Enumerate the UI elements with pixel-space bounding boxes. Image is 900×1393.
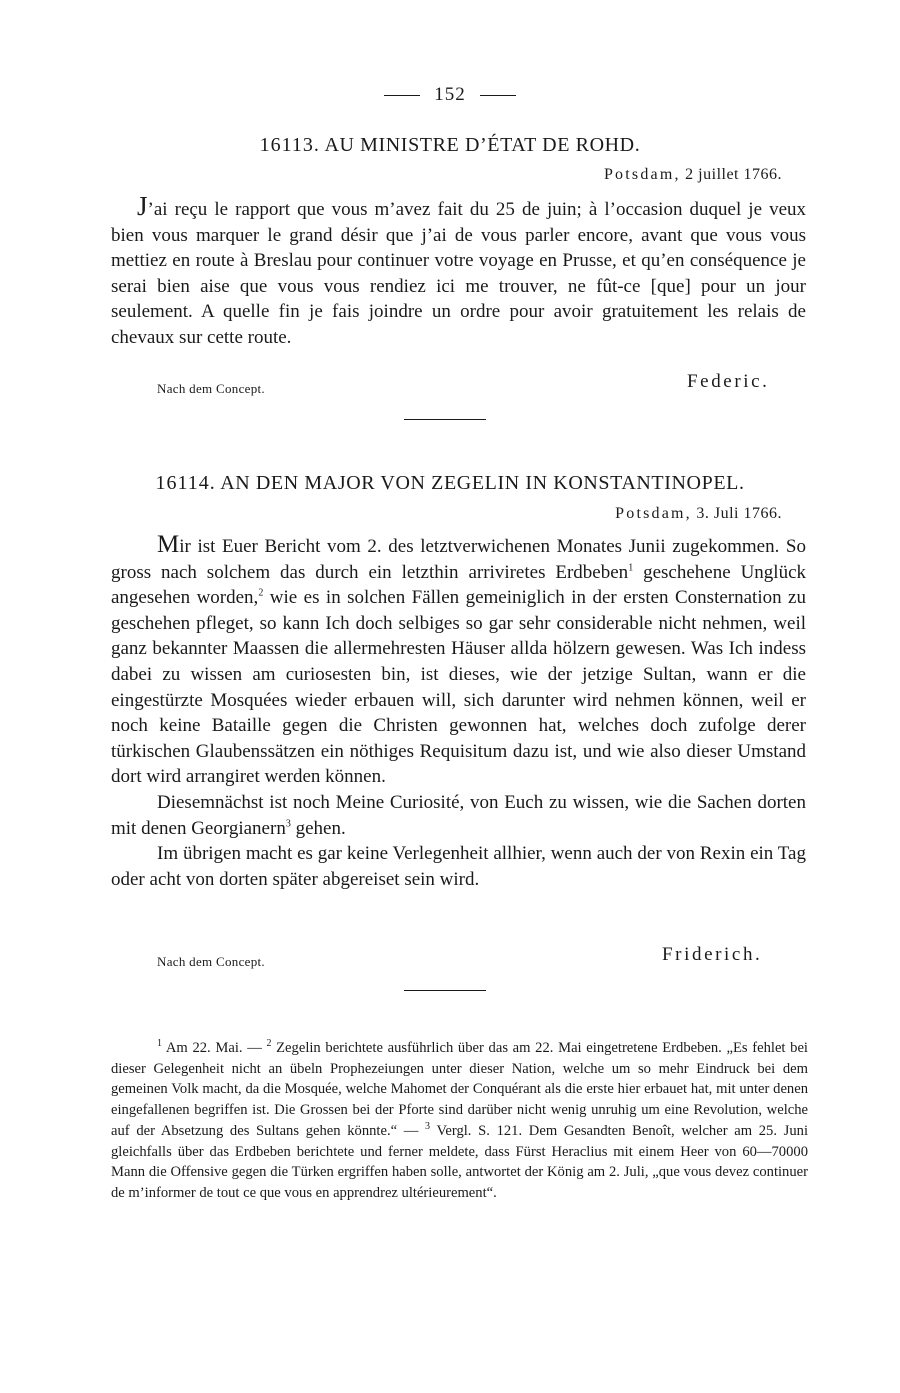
- footnotes-paragraph: [111, 1038, 808, 1204]
- letter2-number: 16114.: [155, 472, 216, 494]
- letter1-initial: J: [137, 191, 148, 221]
- letter2-dateline: [615, 505, 782, 523]
- letter1-source-note: Nach dem Concept.: [157, 381, 265, 396]
- letter2-body: [111, 532, 806, 892]
- letter2-p1-part-b: geschehene Unglück angesehen worden,: [111, 561, 807, 609]
- letter2-source-note: Nach dem Concept.: [157, 954, 265, 969]
- letter1-place: Potsdam,: [603, 166, 681, 183]
- letter2-initial: M: [157, 531, 180, 558]
- letter2-paragraph-1: [111, 532, 806, 790]
- letter1-signature: Federic.: [687, 371, 770, 392]
- page-number-dash-left: [384, 95, 420, 96]
- letter2-place: Potsdam,: [615, 505, 692, 522]
- letter2-date: 3. Juli 1766.: [696, 505, 782, 522]
- letter1-number: 16113.: [259, 134, 320, 156]
- footnote-ref-1: 1: [628, 562, 634, 574]
- section-divider-2: [404, 990, 486, 991]
- footnotes: [111, 1038, 808, 1204]
- letter2-paragraph-2: [111, 790, 806, 841]
- letter1-text: ’ai reçu le rapport que vous m’avez fait du 25 de juin; à l’occasion duquel je veux bien vous marquer le grand désir que j’ai de vous parler encore, avant que vous vous mettiez en route à Breslau pour continuer votre voyage en Prusse, et qu’en conséquence je serai bien aise que vous vous rendiez ici me trouver, ne fût-ce [que] pour un jour seulement. A quelle fin je fais joindre un ordre pour avoir gratuitement les relais de chevaux sur cette route.: [111, 199, 806, 348]
- letter2-title: AN DEN MAJOR VON ZEGELIN IN KONSTANTINOPEL.: [220, 472, 745, 494]
- letter2-paragraph-3: Im übrigen macht es gar keine Verlegenheit allhier, wenn auch der von Rexin ein Tag oder acht von dorten später abgereiset sein wird.: [111, 843, 806, 890]
- footnote-ref-3: 3: [285, 818, 291, 830]
- footnote-2-text: Zegelin berichtete ausführlich über das am 22. Mai eingetretene Erdbeben. „Es fehlet bei dieser Gelegenheit nicht an übeln Prophezeiungen unter dieser Nation, welche um so mehr Eindruck bei dem gemeinen Volk macht, da die Mosquée, welche Mahomet der Conquérant als die erste hier erbauet hat, mit unter denen eingefallenen begriffen ist. Die Grossen bei der Pforte sind darüber nicht wenig unruhig um eine Revolution, welche auf der Absetzung des Sultans gehen könnte.“ —: [111, 1040, 808, 1139]
- letter1-dateline: [604, 166, 782, 184]
- page-number-text: 152: [434, 84, 466, 105]
- page-number: [0, 84, 900, 106]
- section-divider-1: [404, 419, 486, 420]
- letter2-p1-part-c: wie es in solchen Fällen gemeiniglich in der ersten Consternation zu geschehen pfleget, so kann Ich doch selbiges so gar sehr considerable nicht nehmen, weil ganz bekannter Maassen die allermehresten Häuser allda hölzern gewesen. Was Ich indess dabei zu wissen am curiosesten bin, ist dieses, wie der jetzige Sultan, wann er die eingestürzte Mosquées wieder erbauen will, sich darunter wird nehmen können, weil er noch keine Bataille gegen die Christen gewonnen hat, welches doch zufolge derer türkischen Glaubenssätzen ein nöthiges Requisitum dazu ist, und wie also dieser Umstand dort wird arrangiret werden können.: [111, 587, 806, 788]
- footnote-3-text: Vergl. S. 121. Dem Gesandten Benoît, welcher am 25. Juni gleichfalls über das Erdbeben berichtete und ferner meldete, dass Fürst Heraclius mit einem Heer von 60—70000 Mann die Offensive gegen die Türken ergriffen haben solle, antwortet der König am 2. Juli, „que vous devez continuer de m’informer de tout ce que vous en apprendrez ultérieurement“.: [111, 1122, 808, 1201]
- letter2-signature: Friderich.: [662, 944, 763, 965]
- letter1-body: [111, 191, 806, 351]
- footnote-mark-3: 3: [425, 1120, 431, 1132]
- letter1-paragraph: [111, 191, 806, 351]
- letter2-p1-part-a: ir ist Euer Bericht vom 2. des letztverwichenen Monates Junii zugekommen. So gross nach solchem das durch ein letzthin arriviretes Erdbeben: [111, 536, 806, 583]
- letter2-p2-part-b: gehen.: [290, 817, 346, 839]
- footnote-1-text: Am 22. Mai. —: [162, 1040, 267, 1056]
- letter2-p2-part-a: Diesemnächst ist noch Meine Curiosité, von Euch zu wissen, wie die Sachen dorten mit denen Georgianern: [111, 791, 806, 839]
- page-number-dash-right: [480, 95, 516, 96]
- letter2-heading: [0, 472, 900, 495]
- footnote-mark-2: 2: [266, 1038, 272, 1050]
- footnote-ref-2: 2: [258, 587, 264, 599]
- letter1-title: AU MINISTRE D’ÉTAT DE ROHD.: [324, 134, 641, 156]
- footnote-mark-1: 1: [157, 1038, 162, 1050]
- letter1-date: 2 juillet 1766.: [685, 166, 782, 183]
- letter1-heading: [0, 134, 900, 157]
